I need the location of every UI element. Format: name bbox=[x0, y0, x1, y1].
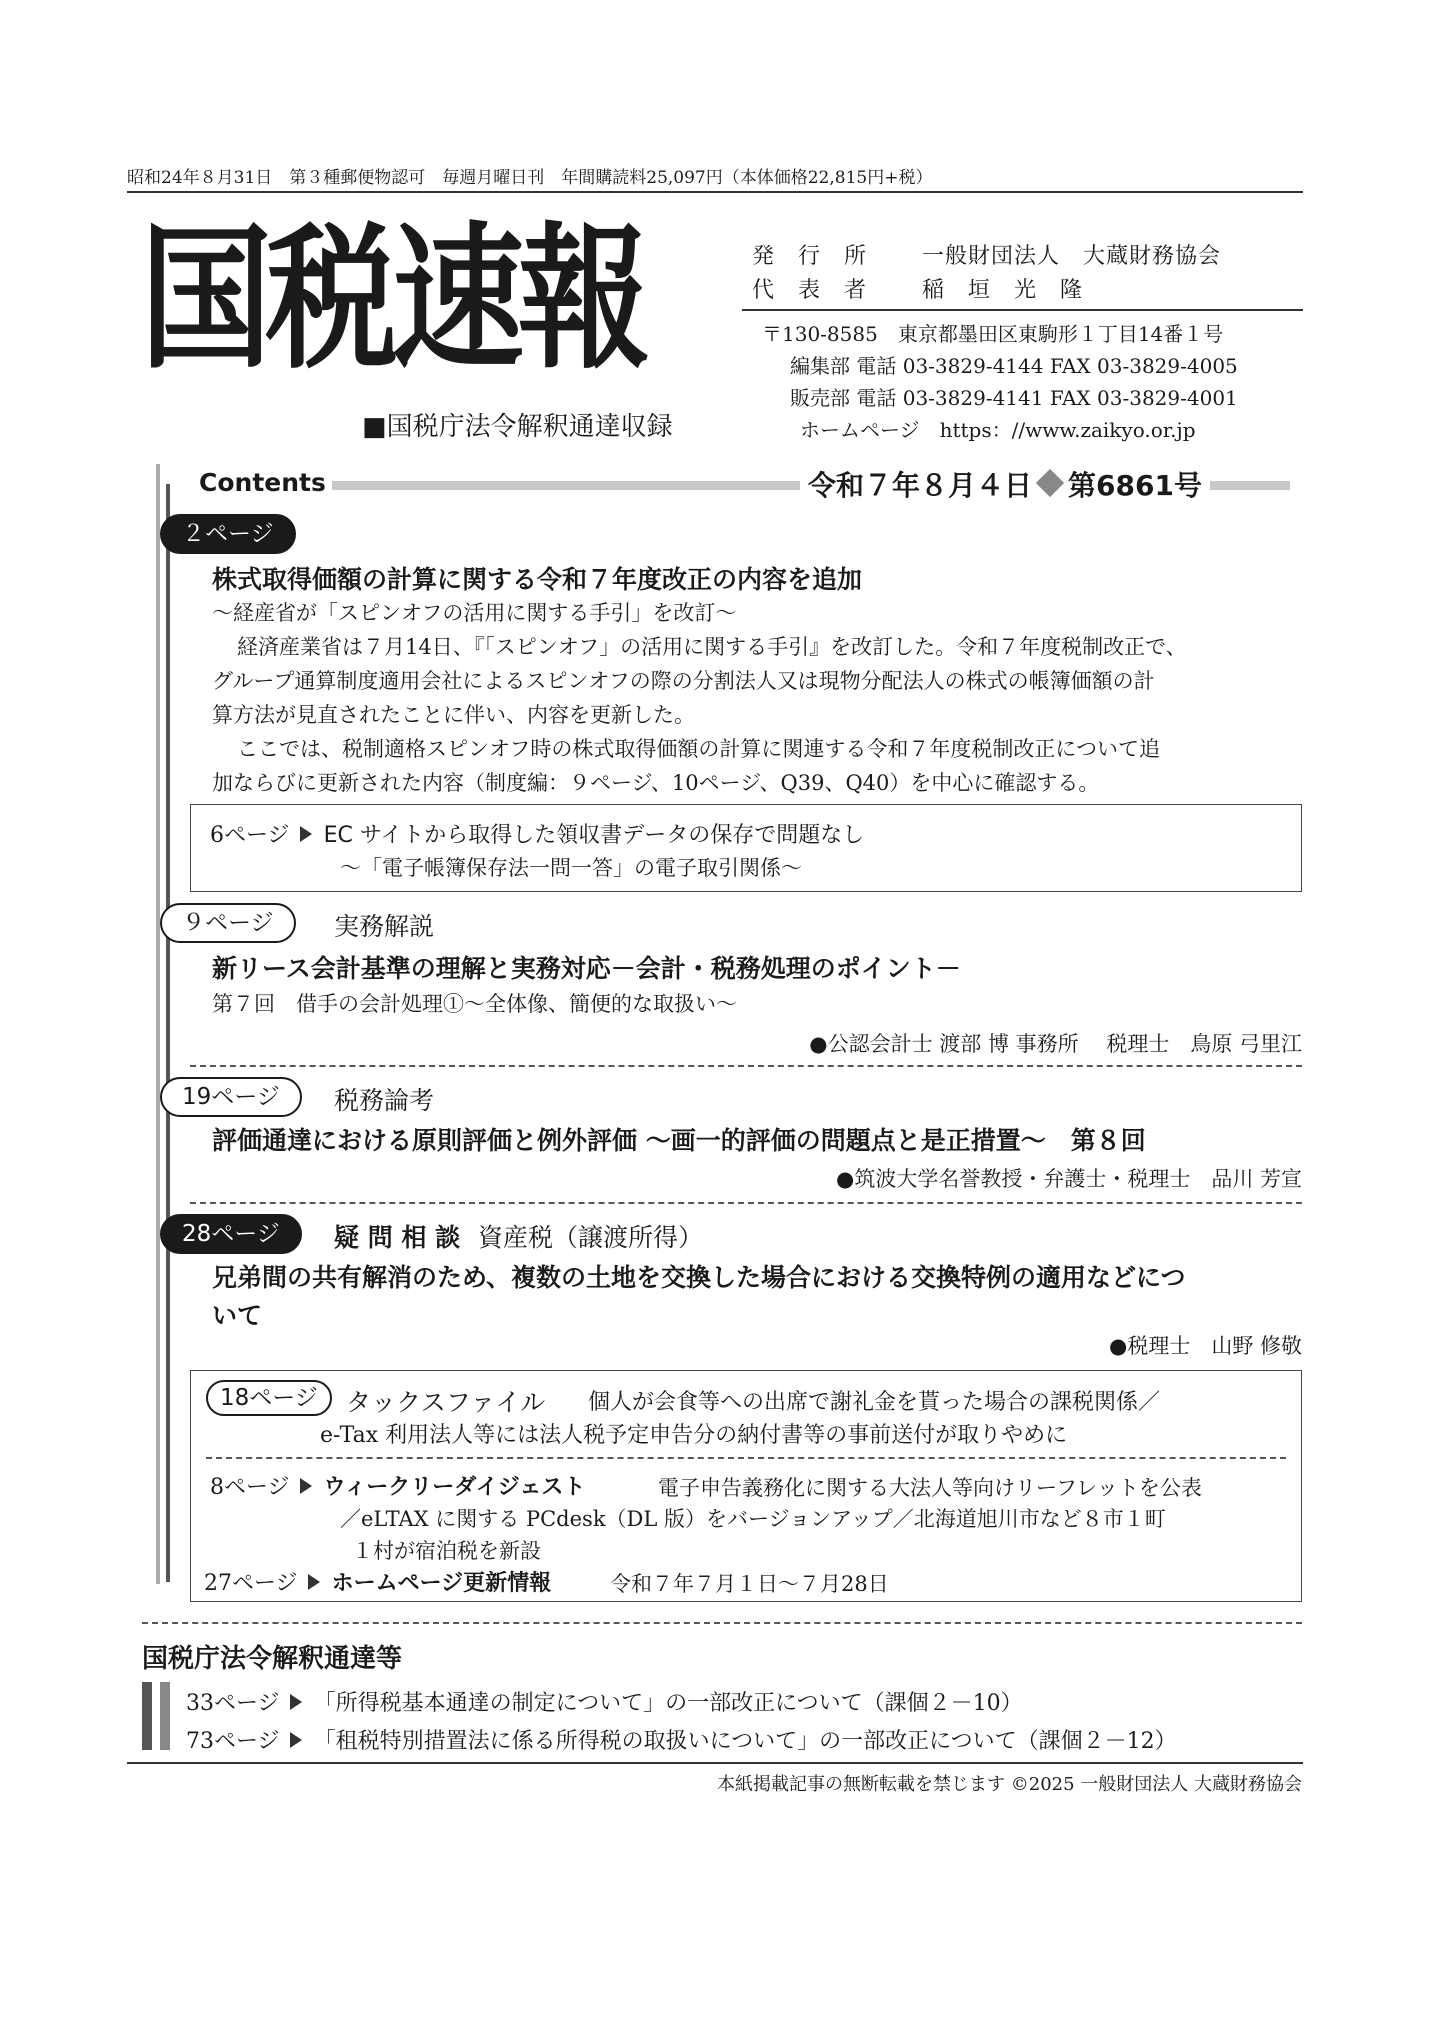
publisher-rule bbox=[742, 309, 1303, 311]
article1-para1-line2: グループ通算制度適用会社によるスピンオフの際の分割法人又は現物分配法人の株式の帳簿価額の計 bbox=[212, 669, 1155, 693]
tax-file-text-line1: 個人が会食等への出席で謝礼金を貰った場合の課税関係／ bbox=[588, 1390, 1161, 1415]
article2-page-pill[interactable]: ９ページ bbox=[160, 903, 296, 943]
article1-page-pill[interactable]: ２ページ bbox=[160, 514, 296, 554]
dashed-divider bbox=[190, 1202, 1302, 1204]
notice-item[interactable] bbox=[186, 1724, 1177, 1755]
triangle-icon bbox=[290, 1694, 302, 1710]
dashed-divider bbox=[190, 1065, 1302, 1067]
contents-label: Contents bbox=[193, 468, 332, 497]
article4-title-line1[interactable]: 兄弟間の共有解消のため、複数の土地を交換した場合における交換特例の適用などにつ bbox=[212, 1263, 1186, 1292]
masthead-subtitle: ■国税庁法令解釈通達収録 bbox=[362, 412, 673, 442]
issue-info bbox=[800, 464, 1210, 504]
article1-title[interactable]: 株式取得価額の計算に関する令和７年度改正の内容を追加 bbox=[212, 565, 863, 594]
tax-file-page-pill[interactable]: 18ページ bbox=[206, 1380, 332, 1416]
sales-phone: 販売部 電話 03-3829-4141 FAX 03-3829-4001 bbox=[790, 386, 1238, 410]
dashed-divider bbox=[206, 1457, 1286, 1459]
footer-copyright: 本紙掲載記事の無断転載を禁じます ©2025 一般財団法人 大蔵財務協会 bbox=[717, 1774, 1302, 1795]
weekly-text-line1: 電子申告義務化に関する大法人等向けリーフレットを公表 bbox=[658, 1476, 1202, 1500]
article4-category-bold: 疑 問 相 談 bbox=[334, 1223, 461, 1252]
box1-subtitle: ～「電子帳簿保存法一問一答」の電子取引関係～ bbox=[340, 856, 802, 880]
notices-bar-outer bbox=[142, 1682, 152, 1750]
notices-title: 国税庁法令解釈通達等 bbox=[142, 1644, 403, 1674]
representative-name: 稲 垣 光 隆 bbox=[922, 278, 1084, 303]
triangle-icon bbox=[300, 826, 312, 842]
notice-text: 「租税特別措置法に係る所得税の取扱いについて」の一部改正について（課個２－12） bbox=[313, 1729, 1177, 1754]
tax-file-title[interactable]: タックスファイル bbox=[346, 1388, 546, 1417]
diamond-icon bbox=[1036, 469, 1064, 497]
contents-vertical-bar-outer bbox=[156, 464, 160, 1584]
article3-category: 税務論考 bbox=[334, 1086, 435, 1115]
weekly-text-line3: １村が宿泊税を新設 bbox=[352, 1539, 541, 1563]
article2-subtitle: 第７回 借手の会計処理①～全体像、簡便的な取扱い～ bbox=[212, 992, 737, 1016]
triangle-icon bbox=[300, 1478, 312, 1494]
publisher-address: 〒130-8585 東京都墨田区東駒形１丁目14番１号 bbox=[762, 322, 1224, 346]
box1-page: 6ページ bbox=[210, 823, 290, 848]
issue-number: 第6861号 bbox=[1068, 469, 1202, 502]
notices-bar-inner bbox=[160, 1682, 170, 1750]
article1-para2-line1: ここでは、税制適格スピンオフ時の株式取得価額の計算に関連する令和７年度税制改正について追 bbox=[237, 737, 1160, 761]
triangle-icon bbox=[308, 1574, 320, 1590]
notice-item[interactable] bbox=[186, 1686, 1023, 1717]
publisher-name: 一般財団法人 大蔵財務協会 bbox=[922, 244, 1222, 269]
article1-para2-line2: 加ならびに更新された内容（制度編：９ページ、10ページ、Q39、Q40）を中心に確認する。 bbox=[212, 771, 1100, 795]
tax-file-text-line2: e-Tax 利用法人等には法人税予定申告分の納付書等の事前送付が取りやめに bbox=[320, 1423, 1068, 1448]
weekly-text-line2: ／eLTAX に関する PCdesk（DL 版）をバージョンアップ／北海道旭川市など８市１町 bbox=[340, 1507, 1166, 1531]
editorial-phone: 編集部 電話 03-3829-4144 FAX 03-3829-4005 bbox=[790, 354, 1238, 378]
article4-category: 資産税（譲渡所得） bbox=[478, 1223, 704, 1252]
homepage-url[interactable]: ホームページ https：//www.zaikyo.or.jp bbox=[800, 418, 1196, 442]
box1-title: EC サイトから取得した領収書データの保存で問題なし bbox=[323, 823, 865, 848]
hp-title: ホームページ更新情報 bbox=[331, 1571, 552, 1596]
article2-author: ●公認会計士 渡部 博 事務所 税理士 鳥原 弓里江 bbox=[809, 1032, 1302, 1056]
notice-page: 33ページ bbox=[186, 1691, 280, 1716]
hp-text: 令和７年７月１日～７月28日 bbox=[610, 1572, 889, 1596]
box1-row[interactable] bbox=[210, 818, 864, 849]
article1-body bbox=[212, 630, 1292, 800]
publisher-label: 発 行 所 bbox=[752, 244, 868, 269]
article4-author: ●税理士 山野 修敬 bbox=[1109, 1334, 1302, 1358]
article2-title[interactable]: 新リース会計基準の理解と実務対応－会計・税務処理のポイント－ bbox=[212, 954, 961, 983]
article3-page-pill[interactable]: 19ページ bbox=[160, 1077, 302, 1117]
article3-title[interactable]: 評価通達における原則評価と例外評価 ～画一的評価の問題点と是正措置～ 第８回 bbox=[212, 1126, 1146, 1155]
triangle-icon bbox=[290, 1732, 302, 1748]
contents-vertical-bar-inner bbox=[166, 484, 170, 1582]
dashed-divider bbox=[142, 1622, 1302, 1624]
masthead-title: 国税速報 bbox=[140, 209, 644, 391]
issue-date: 令和７年８月４日 bbox=[808, 469, 1033, 502]
hp-page: 27ページ bbox=[204, 1571, 298, 1596]
top-rule bbox=[127, 191, 1303, 193]
homepage-update-row[interactable] bbox=[204, 1566, 551, 1597]
article4-page-pill[interactable]: 28ページ bbox=[160, 1214, 302, 1254]
article4-title-line2[interactable]: いて bbox=[212, 1301, 263, 1330]
article1-subtitle: ～経産省が「スピンオフの活用に関する手引」を改訂～ bbox=[212, 601, 737, 625]
weekly-page: 8ページ bbox=[210, 1475, 290, 1500]
article1-para1-line1: 経済産業省は７月14日、『「スピンオフ」の活用に関する手引』を改訂した。令和７年度税制改正で、 bbox=[237, 635, 1187, 659]
article1-para1-line3: 算方法が見直されたことに伴い、内容を更新した。 bbox=[212, 703, 695, 727]
notice-text: 「所得税基本通達の制定について」の一部改正について（課個２－10） bbox=[313, 1691, 1023, 1716]
article2-category: 実務解説 bbox=[334, 912, 435, 941]
article3-author: ●筑波大学名誉教授・弁護士・税理士 品川 芳宣 bbox=[836, 1167, 1302, 1191]
weekly-digest-row[interactable] bbox=[210, 1470, 585, 1501]
representative-label: 代 表 者 bbox=[752, 278, 868, 303]
footer-rule bbox=[127, 1762, 1303, 1764]
top-info-line: 昭和24年８月31日 第３種郵便物認可 毎週月曜日刊 年間購読料25,097円（本体価格22,815円+税） bbox=[127, 168, 933, 188]
weekly-title: ウィークリーダイジェスト bbox=[323, 1475, 586, 1500]
notice-page: 73ページ bbox=[186, 1729, 280, 1754]
